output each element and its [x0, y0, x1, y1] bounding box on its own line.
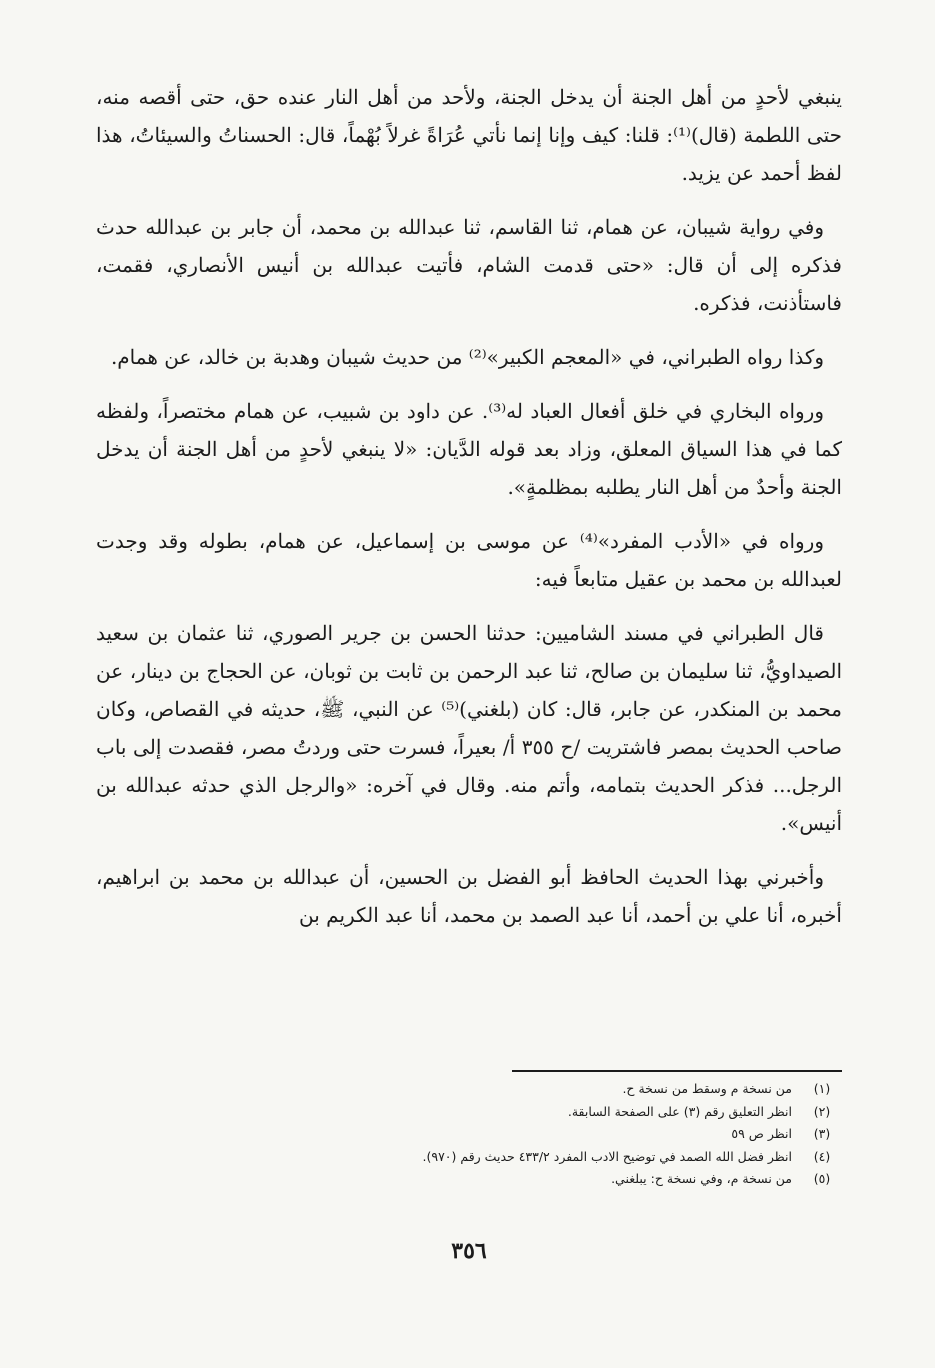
footnote-item — [96, 1078, 842, 1101]
footnote-number: (٢) — [813, 1103, 831, 1119]
footnote-text: من نسخة م، وفي نسخة ح: يبلغني. — [611, 1171, 792, 1186]
footnotes — [96, 1078, 842, 1191]
footnote-text: انظر ص ٥٩ — [731, 1126, 792, 1141]
footnote-number: (١) — [813, 1081, 831, 1096]
footnote-divider — [512, 1070, 842, 1072]
footnote-text: انظر التعليق رقم (٣) على الصفحة السابقة. — [567, 1103, 792, 1119]
footnote-number: (٤) — [813, 1148, 831, 1164]
paragraph-3: وكذا رواه الطبراني، في «المعجم الكبير»⁽²⁾ من حديث شيبان وهدبة بن خالد، عن همام. — [110, 345, 824, 369]
paragraph-4: ورواه البخاري في خلق أفعال العباد له⁽³⁾. عن داود بن شبيب، عن همام مختصراً، ولفظه كما في هذا السياق المعلق، وزاد بعد قوله الدَّيان: «لا ينبغي لأحدٍ من أهل الجنة أن يدخل الجنة وأحدٌ من أهل النار يطلبه بمظلمةٍ». — [96, 399, 842, 499]
footnote-item — [96, 1168, 842, 1191]
footnote-item — [96, 1101, 842, 1124]
footnote-text: انظر فضل الله الصمد في توضيح الادب المفرد ٤٣٣/٢ حديث رقم (٩٧٠). — [422, 1148, 792, 1164]
footnote-item — [96, 1146, 842, 1169]
footnote-number: (٣) — [813, 1126, 831, 1141]
page-number: ٣٥٦ — [451, 1238, 487, 1264]
footnote-text: من نسخة م وسقط من نسخة ح. — [622, 1081, 792, 1096]
footnote-number: (٥) — [813, 1171, 831, 1186]
paragraph-7: وأخبرني بهذا الحديث الحافظ أبو الفضل بن الحسين، أن عبدالله بن محمد بن ابراهيم، أخبره، أنا علي بن أحمد، أنا عبد الصمد بن محمد، أنا عبد الكريم بن — [96, 865, 842, 927]
main-text — [96, 78, 842, 934]
paragraph-2: وفي رواية شيبان، عن همام، ثنا القاسم، ثنا عبدالله بن محمد، أن جابر بن عبدالله حدث فذكره إلى أن قال: «حتى قدمت الشام، فأتيت عبدالله بن أنيس الأنصاري، فقمت، فاستأذنت، فذكره. — [96, 215, 842, 315]
footnote-item — [96, 1123, 842, 1146]
book-page — [96, 78, 842, 1268]
paragraph-6: قال الطبراني في مسند الشاميين: حدثنا الحسن بن جرير الصوري، ثنا عثمان بن سعيد الصيداويُّ، ثنا سليمان بن صالح، ثنا عبد الرحمن بن ثابت بن ثوبان، عن الحجاج بن دينار، عن محمد بن المنكدر، عن جابر، قال: كان (بلغني)⁽⁵⁾ عن النبي، ﷺ، حديثه في القصاص، وكان صاحب الحديث بمصر فاشتريت /ح ٣٥٥ أ/ بعيراً، فسرت حتى وردتُ مصر، فقصدت إلى باب الرجل... فذكر الحديث بتمامه، وأتم منه. وقال في آخره: «والرجل الذي حدثه عبدالله بن أنيس». — [96, 621, 843, 835]
paragraph-1: ينبغي لأحدٍ من أهل الجنة أن يدخل الجنة، ولأحد من أهل النار عنده حق، حتى أقصه منه، حتى اللطمة (قال)⁽¹⁾: قلنا: كيف وإنا إنما نأتي عُرَاةً غرلاً بُهْماً، قال: الحسناتُ والسيئاتُ، هذا لفظ أحمد عن يزيد. — [96, 85, 842, 185]
paragraph-5: ورواه في «الأدب المفرد»⁽⁴⁾ عن موسى بن إسماعيل، عن همام، بطوله وقد وجدت لعبدالله بن محمد بن عقيل متابعاً فيه: — [96, 529, 842, 591]
